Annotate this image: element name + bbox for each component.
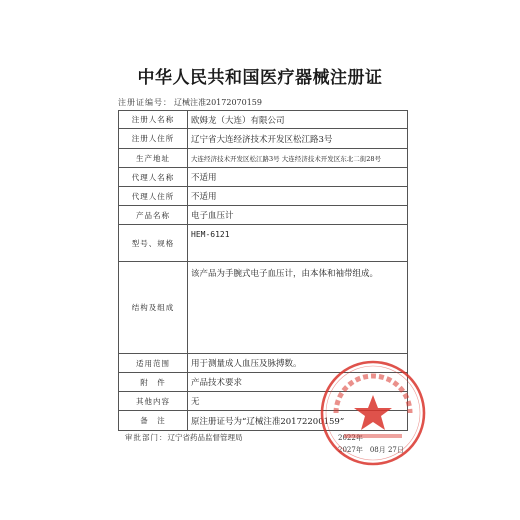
table-row bbox=[119, 168, 408, 187]
approval-authority bbox=[125, 432, 243, 443]
row-value: HEM-6121 bbox=[188, 225, 408, 262]
row-label: 代理人名称 bbox=[119, 168, 188, 187]
row-label: 注册人名称 bbox=[119, 111, 188, 129]
table-row bbox=[119, 187, 408, 206]
table-row bbox=[119, 149, 408, 168]
row-label: 备 注 bbox=[119, 411, 188, 431]
row-label: 适用范围 bbox=[119, 354, 188, 373]
row-value: 用于测量成人血压及脉搏数。 bbox=[188, 354, 408, 373]
row-value: 不适用 bbox=[188, 187, 408, 206]
row-label: 产品名称 bbox=[119, 206, 188, 225]
document-title: 中华人民共和国医疗器械注册证 bbox=[137, 68, 383, 88]
approval-dept: 辽宁省药品监督管理局 bbox=[167, 433, 243, 442]
row-label: 代理人住所 bbox=[119, 187, 188, 206]
table-row bbox=[119, 129, 408, 149]
row-value: 原注册证号为“辽械注准20172200159” bbox=[188, 411, 408, 431]
row-value: 无 bbox=[188, 392, 408, 411]
row-label: 型号、规格 bbox=[119, 225, 188, 262]
table-row bbox=[119, 225, 408, 262]
row-value: 辽宁省大连经济技术开发区松江路3号 bbox=[188, 129, 408, 149]
row-label: 生产地址 bbox=[119, 149, 188, 168]
cert-number-label: 注册证编号： bbox=[118, 98, 172, 107]
table-row bbox=[119, 111, 408, 129]
cert-number bbox=[118, 97, 262, 108]
row-label: 结构及组成 bbox=[119, 262, 188, 354]
approval-label: 审批部门： bbox=[125, 433, 168, 442]
expiry-date: 2027年 08月 27日 bbox=[338, 446, 404, 454]
row-value: 该产品为手腕式电子血压计，由本体和袖带组成。 bbox=[188, 262, 408, 354]
row-value: 欧姆龙（大连）有限公司 bbox=[188, 111, 408, 129]
table-row bbox=[119, 206, 408, 225]
row-value: 不适用 bbox=[188, 168, 408, 187]
official-seal-icon bbox=[318, 358, 428, 468]
row-value: 电子血压计 bbox=[188, 206, 408, 225]
approval-date: 2022年 bbox=[338, 434, 363, 442]
table-row bbox=[119, 262, 408, 354]
row-value: 大连经济技术开发区松江路3号 大连经济技术开发区东北二街28号 bbox=[188, 149, 408, 168]
row-label: 其他内容 bbox=[119, 392, 188, 411]
row-value: 产品技术要求 bbox=[188, 373, 408, 392]
cert-number-value: 辽械注准20172070159 bbox=[174, 98, 262, 107]
row-label: 注册人住所 bbox=[119, 129, 188, 149]
row-label: 附 件 bbox=[119, 373, 188, 392]
